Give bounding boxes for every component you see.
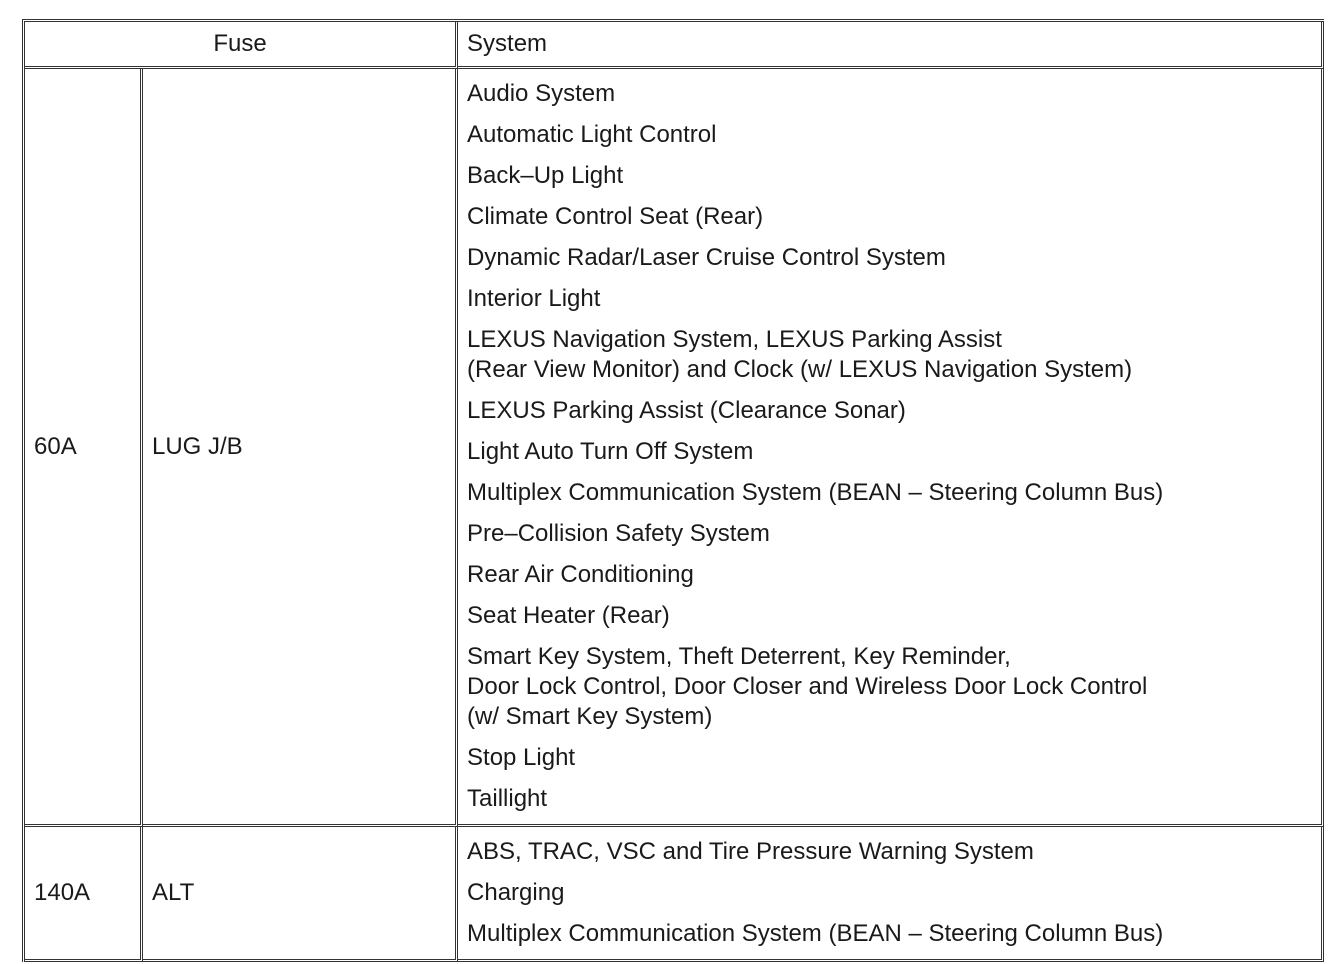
system-item: Seat Heater (Rear) bbox=[467, 602, 670, 629]
system-item: Back–Up Light bbox=[467, 162, 624, 189]
table-row-60a bbox=[25, 69, 1324, 827]
fuse-name: LUG J/B bbox=[143, 69, 458, 827]
header-fuse: Fuse bbox=[25, 22, 458, 69]
system-item: Dynamic Radar/Laser Cruise Control System bbox=[467, 244, 946, 271]
fuse-name: ALT bbox=[143, 827, 458, 962]
system-list bbox=[458, 69, 1324, 827]
system-item: Smart Key System, Theft Deterrent, Key Reminder, Door Lock Control, Door Closer and Wireless Door Lock Control (w/ Smart Key System) bbox=[467, 643, 1148, 730]
system-item: Pre–Collision Safety System bbox=[467, 520, 770, 547]
system-item: Stop Light bbox=[467, 744, 576, 771]
table-row-140a bbox=[25, 827, 1324, 962]
system-item: LEXUS Navigation System, LEXUS Parking Assist (Rear View Monitor) and Clock (w/ LEXUS Navigation System) bbox=[467, 326, 1133, 383]
system-item: Multiplex Communication System (BEAN – Steering Column Bus) bbox=[467, 920, 1164, 947]
header-system: System bbox=[458, 22, 1324, 69]
system-item: Audio System bbox=[467, 80, 616, 107]
system-item: Automatic Light Control bbox=[467, 121, 717, 148]
fuse-amperage: 60A bbox=[25, 69, 143, 827]
system-item: Multiplex Communication System (BEAN – Steering Column Bus) bbox=[467, 479, 1164, 506]
fuse-amperage: 140A bbox=[25, 827, 143, 962]
system-item: Rear Air Conditioning bbox=[467, 561, 694, 588]
system-item: Charging bbox=[467, 879, 565, 906]
table-header-row bbox=[25, 22, 1324, 69]
system-item: ABS, TRAC, VSC and Tire Pressure Warning System bbox=[467, 838, 1034, 865]
system-list bbox=[458, 827, 1324, 962]
system-item: Taillight bbox=[467, 785, 548, 812]
fuse-system-table bbox=[22, 19, 1324, 962]
system-item: Light Auto Turn Off System bbox=[467, 438, 754, 465]
system-item: LEXUS Parking Assist (Clearance Sonar) bbox=[467, 397, 906, 424]
system-item: Interior Light bbox=[467, 285, 601, 312]
system-item: Climate Control Seat (Rear) bbox=[467, 203, 764, 230]
